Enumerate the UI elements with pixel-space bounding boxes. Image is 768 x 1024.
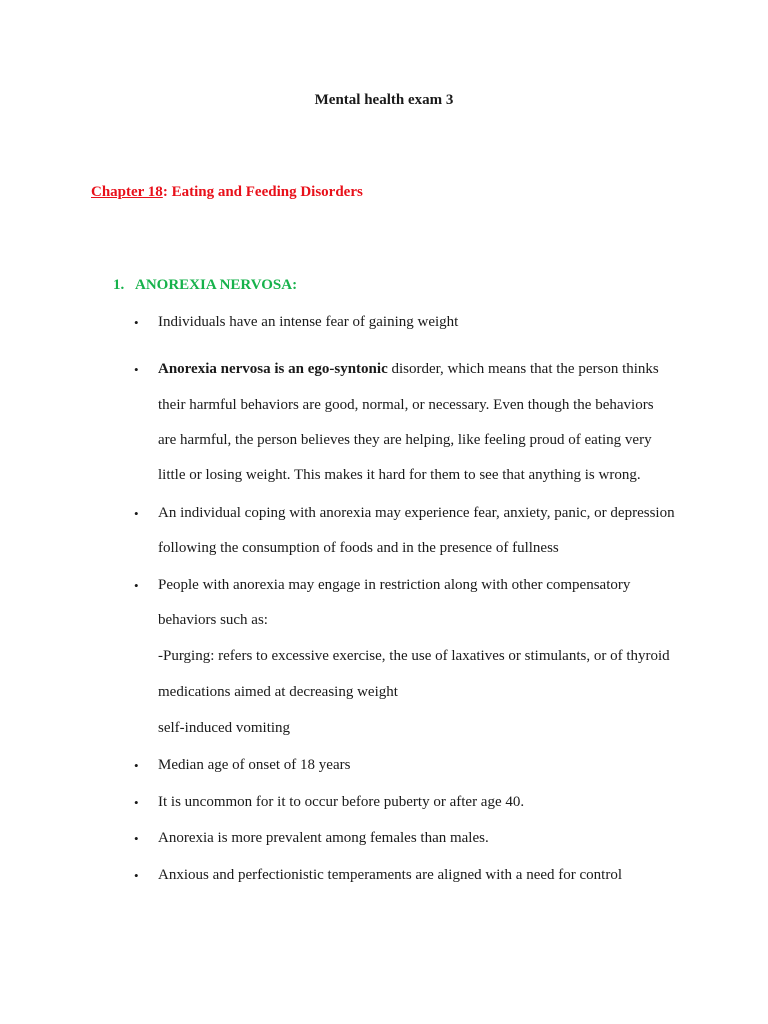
chapter-heading: [91, 184, 363, 201]
bullet-text: self-induced vomiting: [158, 720, 291, 736]
bullet-icon: •: [134, 315, 139, 330]
bullet-icon: •: [134, 506, 139, 521]
bullet-text: behaviors such as:: [158, 612, 268, 628]
bullet-icon: •: [134, 868, 139, 883]
section-number: 1.: [113, 277, 125, 293]
bullet-text: Individuals have an intense fear of gaining weight: [158, 314, 459, 330]
bullet-text: little or losing weight. This makes it hard for them to see that anything is wrong.: [158, 467, 641, 483]
bullet-text: It is uncommon for it to occur before puberty or after age 40.: [158, 794, 525, 810]
section-title: ANOREXIA NERVOSA:: [135, 277, 298, 293]
bullet-icon: •: [134, 578, 139, 593]
section-heading: [113, 277, 297, 294]
chapter-name: Eating and Feeding Disorders: [171, 184, 363, 200]
bullet-text: Anorexia is more prevalent among females than males.: [158, 830, 489, 846]
bullet-icon: •: [134, 831, 139, 846]
bullet-text-rest: disorder, which means that the person thinks: [387, 361, 659, 377]
bullet-text: Median age of onset of 18 years: [158, 757, 351, 773]
bullet-text: People with anorexia may engage in restriction along with other compensatory: [158, 577, 631, 593]
bullet-text: are harmful, the person believes they are helping, like feeling proud of eating very: [158, 432, 652, 448]
bold-term: Anorexia nervosa is an ego-syntonic: [158, 361, 388, 377]
bullet-text: Anxious and perfectionistic temperaments are aligned with a need for control: [158, 867, 623, 883]
bullet-icon: •: [134, 795, 139, 810]
bullet-text: [158, 361, 659, 378]
chapter-separator: :: [162, 184, 172, 200]
bullet-text: -Purging: refers to excessive exercise, the use of laxatives or stimulants, or of thyroid: [158, 648, 670, 664]
chapter-number: Chapter 18: [91, 184, 163, 200]
bullet-text: their harmful behaviors are good, normal, or necessary. Even though the behaviors: [158, 397, 654, 413]
bullet-icon: •: [134, 362, 139, 377]
bullet-text: medications aimed at decreasing weight: [158, 684, 398, 700]
bullet-icon: •: [134, 758, 139, 773]
bullet-text: following the consumption of foods and in the presence of fullness: [158, 540, 559, 556]
document-title: Mental health exam 3: [314, 92, 454, 108]
bullet-text: An individual coping with anorexia may experience fear, anxiety, panic, or depression: [158, 505, 675, 521]
